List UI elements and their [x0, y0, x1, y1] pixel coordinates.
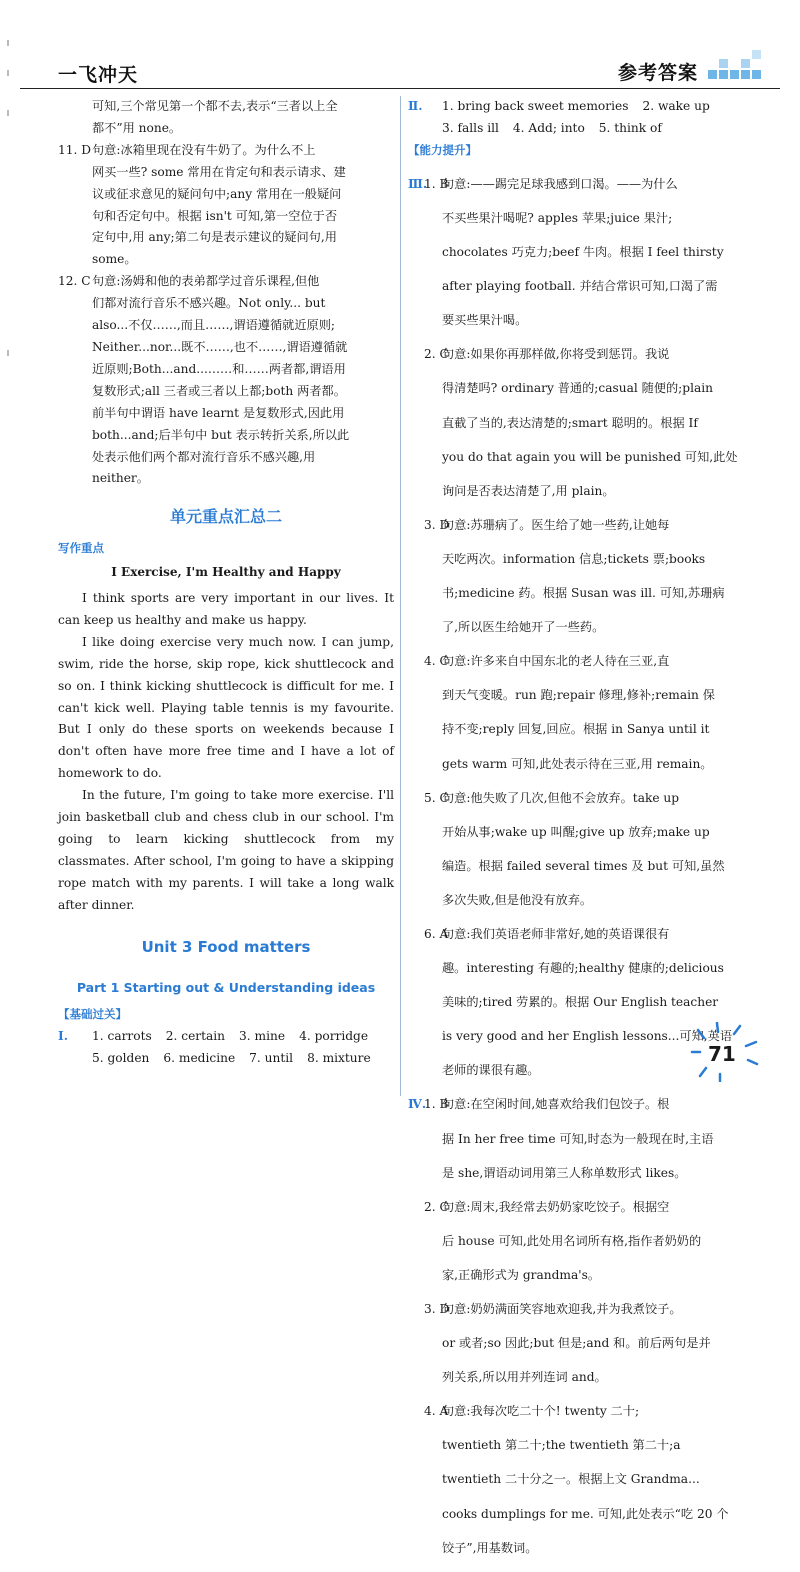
answer-number: 3. D — [424, 1302, 450, 1316]
section-1-answers — [58, 1026, 394, 1070]
answer-row — [442, 96, 748, 118]
text-line: is very good and her English lessons...可知,英语 — [442, 1029, 733, 1044]
answer-row — [92, 1048, 394, 1070]
text-line: 句意:在空闲时间,她喜欢给我们包饺子。根 — [442, 1097, 670, 1112]
column-divider — [400, 96, 401, 1096]
text-line: 前半句中谓语 have learnt 是复数形式,因此用 — [92, 405, 345, 420]
section-2-answers — [408, 96, 748, 140]
answer: 1. bring back sweet memories — [442, 99, 629, 113]
text-line: 可知,三个常见第一个都不去,表示“三者以上全 — [92, 99, 338, 113]
answer-12 — [58, 271, 394, 490]
answer-number: 11. D — [58, 142, 92, 157]
text-line: 句意:我每次吃二十个! twenty 二十; — [442, 1404, 640, 1419]
text-line: 直截了当的,表达清楚的;smart 聪明的。根据 If — [442, 415, 698, 430]
right-column — [408, 96, 748, 1572]
text-line: 句意:许多来自中国东北的老人待在三亚,直 — [442, 654, 670, 669]
answer-item — [408, 1299, 748, 1389]
text-line: 了,所以医生给她开了一些药。 — [442, 620, 605, 635]
header-rule — [20, 88, 780, 89]
answer: 5. think of — [598, 120, 662, 135]
section-title: 参考答案 — [618, 62, 699, 84]
text-line: 近原则;Both...and...……和……两者都,谓语用 — [92, 361, 346, 376]
answer-number: 6. A — [424, 926, 449, 941]
answer-10-continued — [58, 96, 394, 140]
text-line: some。 — [92, 252, 137, 267]
text-line: also...不仅……,而且……,谓语遵循就近原则; — [92, 318, 336, 333]
answer: 8. mixture — [307, 1051, 371, 1066]
basic-practice-label: 【基础过关】 — [58, 1007, 127, 1022]
text-line: you do that again you will be punished 可知,此处 — [442, 449, 738, 464]
text-line: 到天气变暖。run 跑;repair 修理,修补;remain 保 — [442, 688, 715, 703]
answer: 3. mine — [239, 1029, 286, 1044]
essay-body — [58, 588, 394, 917]
text-line: Neither...nor...既不……,也不……,谓语遵循就 — [92, 339, 348, 354]
text-line: 趣。interesting 有趣的;healthy 健康的;delicious — [442, 961, 724, 976]
answer: 4. Add; into — [512, 120, 585, 135]
answer-row — [442, 118, 748, 140]
answer-item — [408, 1401, 748, 1559]
answer-item — [408, 651, 748, 775]
answer-number: 4. A — [424, 1404, 449, 1419]
text-line: 询问是否表达清楚了,用 plain。 — [442, 483, 615, 498]
answer-number: 4. C — [424, 654, 449, 669]
text-line: 列关系,所以用并列连词 and。 — [442, 1370, 607, 1385]
answer: 7. until — [249, 1051, 294, 1066]
answer-item — [408, 788, 748, 912]
text-line: 议或征求意见的疑问句中;any 常用在一般疑问 — [92, 186, 342, 201]
text-line: both...and;后半句中 but 表示转折关系,所以此 — [92, 427, 350, 442]
text-line: 句意:周末,我经常去奶奶家吃饺子。根据空 — [442, 1199, 670, 1214]
answer-number: 2. C — [424, 347, 449, 362]
answer: 3. falls ill — [442, 120, 499, 135]
answer: 1. carrots — [92, 1029, 152, 1044]
text-line: 们都对流行音乐不感兴趣。Not only... but — [92, 296, 326, 311]
unit-3-heading: Unit 3 Food matters — [141, 937, 311, 956]
text-line: 句意:我们英语老师非常好,她的英语课很有 — [442, 926, 670, 941]
section-number: Ⅳ. — [408, 1097, 427, 1112]
text-line: 定句中,用 any;第二句是表示建议的疑问句,用 — [92, 230, 337, 245]
text-line: 天吃两次。information 信息;tickets 票;books — [442, 551, 706, 566]
left-column — [58, 96, 394, 1070]
text-line: 网买一些? some 常用在肯定句和表示请求、建 — [92, 164, 346, 179]
text-line: 后 house 可知,此处用名词所有格,指作者奶奶的 — [442, 1233, 702, 1248]
text-line: after playing football. 并结合常识可知,口渴了需 — [442, 279, 718, 294]
text-line: chocolates 巧克力;beef 牛肉。根据 I feel thirsty — [442, 245, 724, 260]
answer-number: 2. C — [424, 1199, 449, 1214]
answer: 6. medicine — [163, 1051, 236, 1066]
essay-paragraph: In the future, I'm going to take more exercise. I'll join basketball club and chess club in our school. I'm going to learn kicking shuttlecock from my classmates. After school, I'm going to have a skipping rope match with my parents. I will take a long walk after dinner. — [58, 788, 394, 912]
page-header — [20, 36, 780, 92]
answer-row — [92, 1026, 394, 1048]
text-line: gets warm 可知,此处表示待在三亚,用 remain。 — [442, 756, 713, 771]
text-line: twentieth 第二十;the twentieth 第二十;a — [442, 1438, 681, 1453]
text-line: 句意:他失败了几次,但他不会放弃。take up — [442, 790, 680, 805]
unit-summary-heading: 单元重点汇总二 — [169, 507, 282, 527]
answer-11 — [58, 140, 394, 271]
text-line: twentieth 二十分之一。根据上文 Grandma... — [442, 1472, 700, 1487]
section-4-answers — [408, 1094, 748, 1559]
text-line: 句意:苏珊病了。医生给了她一些药,让她每 — [442, 517, 670, 532]
part-1-heading: Part 1 Starting out & Understanding ideas — [76, 979, 376, 995]
text-line: 饺子”,用基数词。 — [442, 1540, 538, 1555]
binding-marks — [4, 10, 14, 610]
text-line: 句意:奶奶满面笑容地欢迎我,并为我煮饺子。 — [442, 1302, 682, 1316]
text-line: 是 she,谓语动词用第三人称单数形式 likes。 — [442, 1165, 687, 1180]
section-number: Ⅲ. — [408, 176, 428, 191]
writing-focus-label: 写作重点 — [58, 541, 104, 556]
text-line: 句意:汤姆和他的表弟都学过音乐课程,但他 — [92, 274, 320, 289]
essay-paragraph: I like doing exercise very much now. I can jump, swim, ride the horse, skip rope, kick shuttlecock and so on. I think kicking shuttlecock is difficult for me. I can't kick well. Playing table tennis is my favourite. But I only do these sports on weekends because I don't often have more free time and I have a lot of homework to do. — [58, 634, 394, 781]
section-number: Ⅱ. — [408, 99, 423, 113]
decorative-squares-icon — [708, 50, 768, 88]
text-line: 家,正确形式为 grandma's。 — [442, 1267, 601, 1282]
answer-item — [408, 344, 748, 502]
page-number: 71 — [708, 1042, 736, 1066]
answer-number: 5. C — [424, 790, 449, 805]
text-line: 书;medicine 药。根据 Susan was ill. 可知,苏珊病 — [442, 586, 725, 601]
text-line: 复数形式;all 三者或三者以上都;both 两者都。 — [92, 383, 346, 398]
brand-title: 一飞冲天 — [58, 64, 139, 86]
text-line: 老师的课很有趣。 — [442, 1063, 540, 1078]
section-number: Ⅰ. — [58, 1029, 68, 1044]
text-line: 要买些果汁喝。 — [442, 313, 528, 328]
text-line: 开始从事;wake up 叫醒;give up 放弃;make up — [442, 824, 710, 839]
answer-item — [408, 1094, 748, 1184]
section-3-answers — [408, 174, 748, 1082]
essay-title: I Exercise, I'm Healthy and Happy — [111, 565, 341, 580]
answer-number: 12. C — [58, 274, 91, 289]
answer-number: 1. B — [424, 176, 449, 191]
text-line: 多次失败,但是他没有放弃。 — [442, 892, 593, 907]
text-line: 处表示他们两个都对流行音乐不感兴趣,用 — [92, 449, 316, 464]
answer-number: 1. B — [424, 1097, 449, 1112]
text-line: 句意:冰箱里现在没有牛奶了。为什么不上 — [92, 142, 316, 157]
ability-label: 【能力提升】 — [408, 142, 477, 157]
text-line: 得清楚吗? ordinary 普通的;casual 随便的;plain — [442, 381, 714, 396]
answer-number: 3. D — [424, 517, 450, 532]
text-line: 持不变;reply 回复,回应。根据 in Sanya until it — [442, 722, 710, 737]
text-line: 句意:如果你再那样做,你将受到惩罚。我说 — [442, 347, 670, 362]
essay-paragraph: I think sports are very important in our lives. It can keep us healthy and make us happy. — [58, 591, 394, 627]
text-line: neither。 — [92, 471, 149, 486]
text-line: or 或者;so 因此;but 但是;and 和。前后两句是并 — [442, 1336, 711, 1351]
text-line: 句和否定句中。根据 isn't 可知,第一空位于否 — [92, 208, 338, 223]
answer: 2. wake up — [642, 99, 710, 113]
answer: 5. golden — [92, 1051, 150, 1066]
text-line: 编造。根据 failed several times 及 but 可知,虽然 — [442, 858, 725, 873]
answer-item — [408, 1197, 748, 1287]
text-line: 美味的;tired 劳累的。根据 Our English teacher — [442, 995, 719, 1010]
answer-item — [408, 515, 748, 639]
text-line: cooks dumplings for me. 可知,此处表示“吃 20 个 — [442, 1506, 729, 1521]
text-line: 不买些果汁喝呢? apples 苹果;juice 果汁; — [442, 211, 673, 225]
answer: 2. certain — [165, 1029, 226, 1044]
answer-item — [408, 174, 748, 332]
text-line: 据 In her free time 可知,时态为一般现在时,主语 — [442, 1131, 714, 1146]
answer: 4. porridge — [299, 1029, 369, 1044]
text-line: 都不”用 none。 — [92, 120, 182, 135]
text-line: 句意:——踢完足球我感到口渴。——为什么 — [442, 176, 678, 191]
